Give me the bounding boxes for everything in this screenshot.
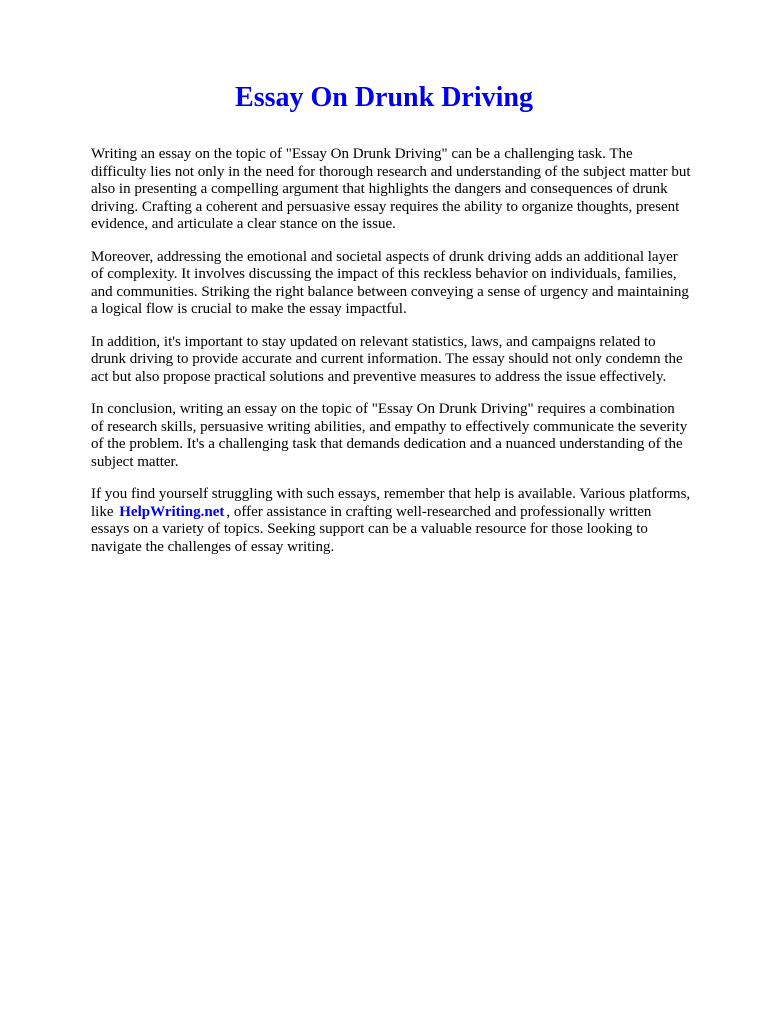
paragraph-2: Moreover, addressing the emotional and societal aspects of drunk driving adds an additional layer of complexity. It involves discussing the impact of this reckless behavior on individuals, families, and communities. Striking the right balance between conveying a sense of urgency and maintaining a logical flow is crucial to make the essay impactful. [91,248,689,317]
paragraph-5-after-link: , offer assistance in crafting well-researched and professionally written essays on a variety of topics. Seeking support can be a valuable resource for those looking to navigate the challenges of essay writing. [91,503,652,555]
paragraph-5-before-link: If you find yourself struggling with such essays, remember that help is available. Various platforms, like [91,486,691,520]
paragraph-3: In addition, it's important to stay updated on relevant statistics, laws, and campaigns related to drunk driving to provide accurate and current information. The essay should not only condemn the act but also propose practical solutions and preventive measures to address the issue effectively. [91,333,683,385]
paragraph-1: Writing an essay on the topic of "Essay On Drunk Driving" can be a challenging task. The difficulty lies not only in the need for thorough research and understanding of the subject matter but also in presenting a compelling argument that highlights the dangers and consequences of drunk driving. Crafting a coherent and persuasive essay requires the ability to organize thoughts, present evidence, and articulate a clear stance on the issue. [91,146,691,232]
paragraph-5 [91,486,691,556]
essay-body [91,146,691,571]
helpwriting-link[interactable]: HelpWriting.net [119,503,225,520]
paragraph-4: In conclusion, writing an essay on the topic of "Essay On Drunk Driving" requires a combination of research skills, persuasive writing abilities, and empathy to effectively communicate the severity of the problem. It's a challenging task that demands dedication and a nuanced understanding of the subject matter. [91,401,688,470]
page-title: Essay On Drunk Driving [235,82,533,113]
